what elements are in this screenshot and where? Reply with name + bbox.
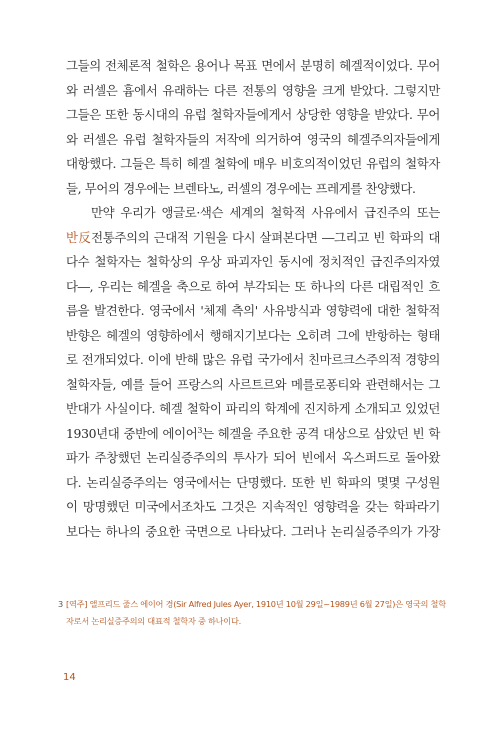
- text-line: 그들은 또한 동시대의 유럽 철학자들에게서 상당한 영향을 받았다. 무어: [66, 107, 440, 122]
- footnote-line: [역주] 앨프리드 줄스 에이어 경(Sir Alfred Jules Ayer, 1910년 10월 29일~1989년 6월 27일)은 영국의 철학: [66, 599, 446, 609]
- text-line: 들, 무어의 경우에는 브렌타노, 러셀의 경우에는 프레게를 찬양했다.: [66, 180, 416, 196]
- text-line: 반향은 헤겔의 영향하에서 행해지기보다는 오히려 그에 반항하는 형태: [66, 327, 440, 343]
- text-line: [66, 226, 440, 251]
- text-line: 이 망명했던 미국에서조차도 그것은 지속적인 영향력을 갖는 학파라기: [66, 499, 440, 514]
- text-line: 다. 논리실증주의는 영국에서는 단명했다. 또한 빈 학파의 몇몇 구성원: [66, 474, 440, 490]
- footnote-reference[interactable]: 3: [197, 425, 203, 435]
- hanja-prefix: 반反: [66, 229, 92, 245]
- text-line: 반대가 사실이다. 헤겔 철학이 파리의 학계에 진지하게 소개되고 있었던: [66, 401, 440, 416]
- paragraph-first-line: 만약 우리가 앵글로·색슨 세계의 철학적 사유에서 급진주의 또는: [91, 205, 440, 220]
- text-line: 와 러셀은 흄에서 유래하는 다른 전통의 영향을 크게 받았다. 그렇지만: [66, 82, 440, 98]
- footnote: [58, 596, 446, 629]
- text-line: 대항했다. 그들은 특히 헤겔 철학에 매우 비호의적이었던 유럽의 철학자: [66, 156, 440, 171]
- footnote-line: 자로서 논리실증주의의 대표적 철학자 중 하나이다.: [66, 615, 241, 626]
- year-text: 1930년: [66, 425, 108, 441]
- text-line: 그들의 전체론적 철학은 용어나 목표 면에서 분명히 헤겔적이었다. 무어: [66, 58, 440, 73]
- text-line: 다―, 우리는 헤겔을 축으로 하여 부각되는 또 하나의 다른 대립적인 흐: [66, 278, 440, 294]
- text-line: 로 전개되었다. 이에 반해 많은 유럽 국가에서 친마르크스주의적 경향의: [66, 352, 440, 367]
- text-segment: 대 중반에 에이어: [107, 425, 198, 441]
- footnote-number: 3: [58, 599, 63, 609]
- text-line-rest: 전통주의의 근대적 기원을 다시 살펴본다면 ―그리고 빈 학파의 대: [91, 229, 440, 245]
- text-line: 름을 발견한다. 영국에서 '체제 측의' 사유방식과 영향력에 대한 철학적: [66, 303, 440, 318]
- text-line: 보다는 하나의 중요한 국면으로 나타났다. 그러나 논리실증주의가 가장: [66, 523, 440, 539]
- text-line: 와 러셀은 유럽 철학자들의 저작에 의거하여 영국의 헤겔주의자들에게: [66, 131, 440, 147]
- text-segment: 는 헤겔을 주요한 공격 대상으로 삼았던 빈 학: [202, 425, 440, 441]
- text-line: 철학자들, 예를 들어 프랑스의 사르트르와 메를로퐁티와 관련해서는 그: [66, 376, 440, 392]
- body-text: [66, 54, 440, 544]
- text-line: [66, 422, 440, 447]
- text-line: 파가 주창했던 논리실증주의의 투사가 되어 빈에서 옥스퍼드로 돌아왔: [66, 450, 440, 465]
- text-line: 다수 철학자는 철학상의 우상 파괴자인 동시에 정치적인 급진주의자였: [66, 254, 440, 269]
- page-number: 14: [63, 672, 76, 683]
